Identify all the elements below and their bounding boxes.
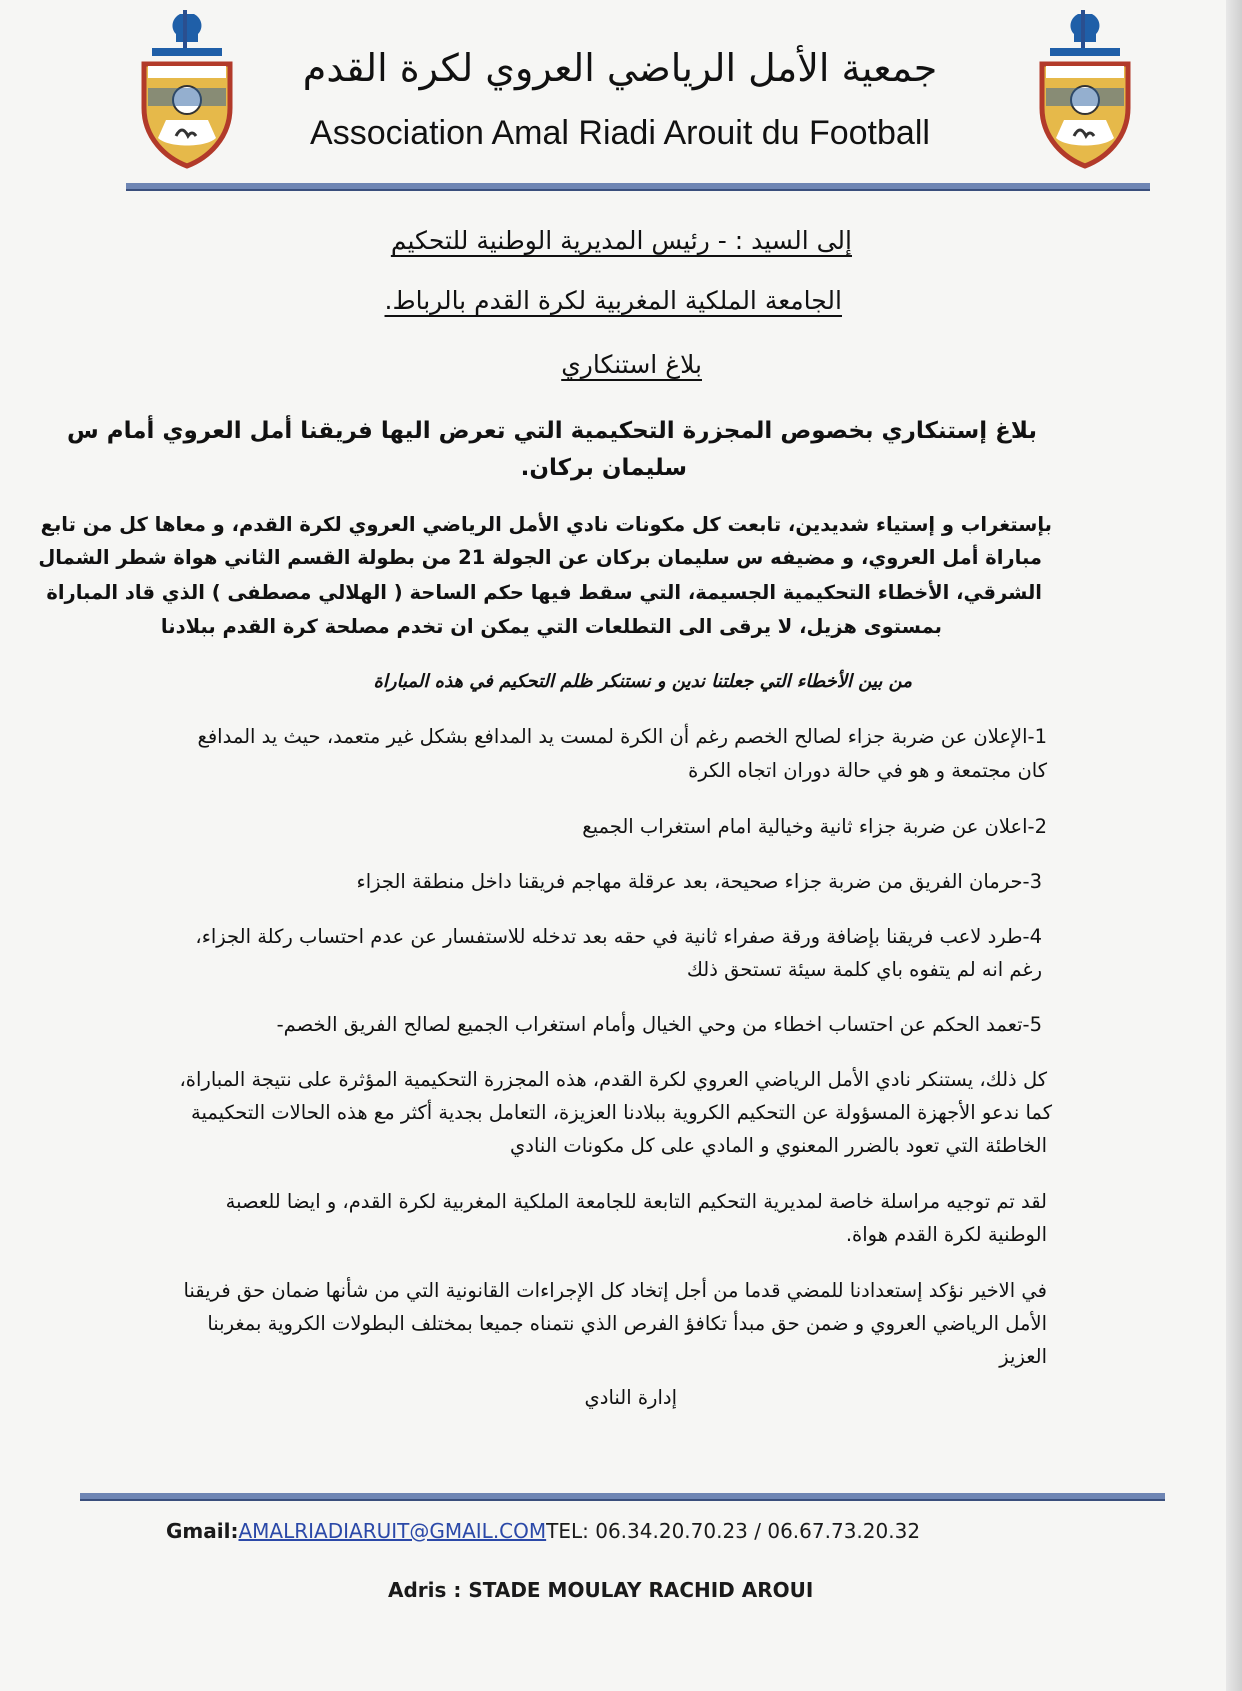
intro-line-2: مباراة أمل العروي، و مضيفه س سليمان بركان عن الجولة 21 من بطولة القسم الثاني هواة شطر الشمال — [38, 546, 1042, 569]
point-2: 2-اعلان عن ضربة جزاء ثانية وخيالية امام استغراب الجميع — [582, 815, 1047, 838]
intro-line-3: الشرقي، الأخطاء التحكيمية الجسيمة، التي سقط فيها حكم الساحة ( الهلالي مصطفى ) الذي قاد المباراة — [46, 581, 1042, 604]
contact-line — [166, 1519, 920, 1543]
para-1-line-2: كما ندعو الأجهزة المسؤولة عن التحكيم الكروية ببلادنا العزيزة، التعامل بجدية أكثر مع هذه الحالات التحكيمية — [191, 1101, 1052, 1124]
club-crest-icon — [1036, 8, 1134, 170]
headline-line-2: سليمان بركان. — [520, 455, 687, 481]
gmail-label: Gmail: — [166, 1519, 239, 1543]
headline-line-1: بلاغ إستنكاري بخصوص المجزرة التحكيمية التي تعرض اليها فريقنا أمل العروي أمام س — [67, 418, 1037, 444]
para-3-line-2: الأمل الرياضي العروي و ضمن حق مبدأ تكافؤ الفرص الذي نتمناه جميعا بمختلف البطولات الكروية بمغربنا — [207, 1312, 1047, 1335]
document-title: بلاغ استنكاري — [561, 350, 702, 379]
errors-subheading: من بين الأخطاء التي جعلتنا ندين و نستنكر ظلم التحكيم في هذه المباراة — [373, 671, 912, 692]
phone-numbers: TEL: 06.34.20.70.23 / 06.67.73.20.32 — [546, 1519, 921, 1543]
point-5: 5-تعمد الحكم عن احتساب اخطاء من وحي الخيال وأمام استغراب الجميع لصالح الفريق الخصم- — [276, 1013, 1042, 1036]
addressee-line-2: الجامعة الملكية المغربية لكرة القدم بالرباط. — [384, 286, 842, 315]
point-4-line-1: 4-طرد لاعب فريقنا بإضافة ورقة صفراء ثانية في حقه بعد تدخله للاستفسار عن عدم احتساب ركلة الجزاء، — [195, 925, 1042, 948]
para-3-line-1: في الاخير نؤكد إستعدادنا للمضي قدما من أجل إتخاد كل الإجراءات القانونية التي من شأنها ضمان حق فريقنا — [183, 1279, 1047, 1302]
para-1-line-1: كل ذلك، يستنكر نادي الأمل الرياضي العروي لكرة القدم، هذه المجزرة التحكيمية المؤثرة على نتيجة المباراة، — [179, 1068, 1047, 1091]
addressee-line-1: إلى السيد : - رئيس المديرية الوطنية للتحكيم — [390, 226, 852, 255]
point-1-line-2: كان مجتمعة و هو في حالة دوران اتجاه الكرة — [688, 759, 1047, 782]
para-2-line-1: لقد تم توجيه مراسلة خاصة لمديرية التحكيم التابعة للجامعة الملكية المغربية لكرة القدم، و ايضا للعصبة — [225, 1190, 1047, 1213]
footer-divider — [80, 1493, 1165, 1501]
intro-line-1: بإستغراب و إستياء شديدين، تابعت كل مكونات نادي الأمل الرياضي العروي لكرة القدم، و معاها كل من تابع — [40, 513, 1052, 536]
club-address: Adris : STADE MOULAY RACHID AROUI — [388, 1578, 814, 1602]
header-divider — [126, 183, 1150, 191]
club-crest-icon — [138, 8, 236, 170]
point-3: 3-حرمان الفريق من ضربة جزاء صحيحة، بعد عرقلة مهاجم فريقنا داخل منطقة الجزاء — [356, 870, 1042, 893]
email-link[interactable]: AMALRIADIARUIT@GMAIL.COM — [238, 1519, 547, 1543]
point-4-line-2: رغم انه لم يتفوه باي كلمة سيئة تستحق ذلك — [686, 958, 1042, 981]
club-name-french: Association Amal Riadi Arouit du Football — [310, 114, 930, 152]
signature: إدارة النادي — [584, 1386, 677, 1409]
para-2-line-2: الوطنية لكرة القدم هواة. — [845, 1223, 1047, 1246]
page-edge-shadow — [1226, 0, 1242, 1691]
intro-line-4: بمستوى هزيل، لا يرقى الى التطلعات التي يمكن ان تخدم مصلحة كرة القدم ببلادنا — [160, 615, 942, 638]
para-3-line-3: العزيز — [999, 1345, 1047, 1368]
para-1-line-3: الخاطئة التي تعود بالضرر المعنوي و المادي على كل مكونات النادي — [510, 1134, 1047, 1157]
club-name-arabic: جمعية الأمل الرياضي العروي لكرة القدم — [302, 46, 938, 90]
point-1-line-1: 1-الإعلان عن ضربة جزاء لصالح الخصم رغم أن الكرة لمست يد المدافع بشكل غير متعمد، حيث يد المدافع — [197, 725, 1047, 748]
